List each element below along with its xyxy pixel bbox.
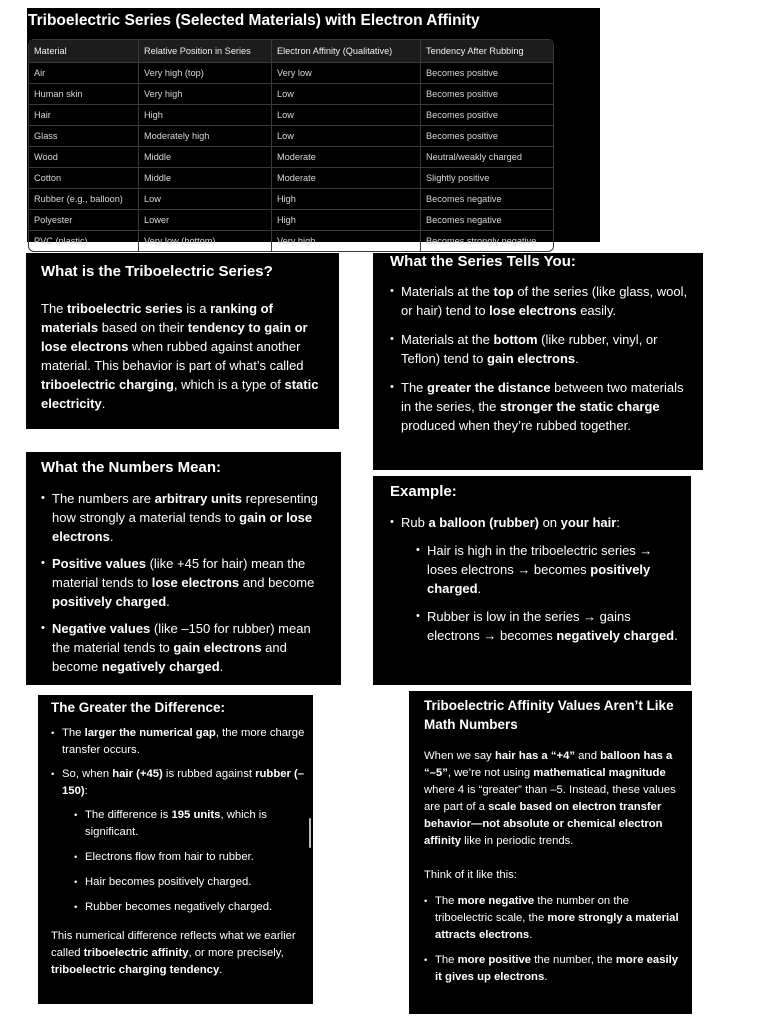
list-item	[41, 554, 331, 611]
table-cell: Becomes positive	[421, 104, 553, 125]
emphasis: triboelectric series	[67, 301, 183, 316]
text: .	[575, 351, 579, 366]
list-item	[424, 893, 682, 944]
text: The	[435, 895, 458, 907]
table-cell: Becomes negative	[421, 188, 553, 209]
table-cell: Hair	[29, 104, 139, 125]
series-tells-list	[390, 282, 691, 435]
list-item: • Hair becomes positively charged.	[74, 874, 305, 891]
think-of-it-text: Think of it like this:	[424, 869, 517, 881]
table-cell: Glass	[29, 125, 139, 146]
greater-difference-closing	[51, 928, 305, 979]
affinity-values-heading: Triboelectric Affinity Values Aren’t Like Math Numbers	[424, 698, 674, 732]
list-item: • Rubber becomes negatively charged.	[74, 899, 305, 916]
text: is rubbed against	[162, 768, 256, 780]
table-cell: Slightly positive	[421, 167, 553, 188]
emphasis: more positive	[457, 954, 532, 966]
numbers-mean-panel	[26, 452, 341, 685]
table-cell: High	[139, 104, 272, 125]
greater-difference-heading: The Greater the Difference:	[51, 700, 226, 715]
table-row	[29, 167, 553, 188]
table-title: Triboelectric Series (Selected Materials) with Electron Affinity	[28, 12, 480, 29]
text: The	[41, 301, 68, 316]
text: representing how strongly a material tends to	[52, 491, 318, 525]
text: Rub	[401, 515, 429, 530]
text: The difference is	[85, 809, 172, 821]
numbers-mean-list	[41, 489, 331, 676]
text: When we say	[424, 750, 495, 762]
table-cell: Low	[139, 188, 272, 209]
emphasis: triboelectric charging tendency	[51, 964, 220, 976]
text: Materials at the	[401, 332, 494, 347]
table-cell: Cotton	[29, 167, 139, 188]
emphasis: lose electrons	[151, 575, 240, 590]
emphasis: bottom	[493, 332, 538, 347]
triboelectric-table-panel	[27, 8, 600, 246]
text: and become	[239, 575, 315, 590]
list-item	[41, 619, 331, 676]
table-cell: Becomes positive	[421, 125, 553, 146]
table-cell: Becomes strongly negative	[421, 230, 553, 251]
emphasis: triboelectric charging	[41, 377, 174, 392]
text: Hair is high in the triboelectric series → loses electrons → becomes	[427, 543, 653, 577]
text: This numerical difference reflects what we earlier called	[51, 930, 296, 959]
table-cell: Lower	[139, 209, 272, 230]
table-cell: High	[272, 188, 421, 209]
emphasis: larger the numerical gap	[84, 727, 216, 739]
text: , which is significant.	[85, 809, 267, 838]
table-row	[29, 125, 553, 146]
triboelectric-table	[28, 39, 554, 252]
emphasis: mathematical magnitude	[533, 767, 666, 779]
table-row	[29, 230, 553, 251]
emphasis: Negative values	[52, 621, 151, 636]
table-cell: Low	[272, 83, 421, 104]
table-cell: High	[272, 209, 421, 230]
list-item	[416, 607, 681, 645]
list-item	[390, 282, 691, 320]
text: , or more precisely,	[188, 947, 284, 959]
emphasis: Positive values	[52, 556, 146, 571]
table-cell: Low	[272, 104, 421, 125]
what-is-panel	[26, 253, 339, 429]
text: when rubbed against another material. This behavior is part of what’s called	[41, 339, 304, 373]
emphasis: negatively charged	[556, 628, 675, 643]
text: where 4 is “greater” than –5. Instead, these values are part of a	[424, 784, 676, 813]
text: .	[544, 971, 548, 983]
table-header-row	[29, 40, 553, 62]
table-row	[29, 146, 553, 167]
list-item	[390, 378, 691, 435]
text: The	[401, 380, 428, 395]
text: on	[538, 515, 561, 530]
emphasis: more strongly a material attracts electrons	[435, 912, 679, 941]
text: easily.	[576, 303, 617, 318]
emphasis: triboelectric affinity	[83, 947, 189, 959]
text: Materials at the	[401, 284, 494, 299]
text: .	[529, 929, 533, 941]
text: .	[219, 964, 223, 976]
emphasis: stronger the static charge	[500, 399, 660, 414]
text: based on their	[98, 320, 188, 335]
list-item	[51, 766, 305, 916]
emphasis: your hair	[560, 515, 617, 530]
example-sublist	[401, 541, 681, 645]
emphasis: gain electrons	[487, 351, 576, 366]
list-item	[41, 489, 331, 546]
table-cell: Very low	[272, 62, 421, 83]
list-item: • Electrons flow from hair to rubber.	[74, 849, 305, 866]
text: .	[166, 594, 170, 609]
example-list	[390, 513, 681, 645]
text: :	[616, 515, 620, 530]
table-cell: PVC (plastic)	[29, 230, 139, 251]
text: the number on the triboelectric scale, the	[435, 895, 630, 924]
table-cell: Rubber (e.g., balloon)	[29, 188, 139, 209]
table-cell: Neutral/weakly charged	[421, 146, 553, 167]
list-item	[51, 725, 305, 759]
table-cell: Air	[29, 62, 139, 83]
text: .	[101, 396, 106, 411]
emphasis: lose electrons	[489, 303, 577, 318]
table-row	[29, 62, 553, 83]
table-cell: Very high (top)	[139, 62, 272, 83]
table-cell: Wood	[29, 146, 139, 167]
text: (like +45 for hair) mean the material tends to	[52, 556, 306, 590]
greater-difference-list	[51, 725, 305, 916]
text: like in periodic trends.	[461, 835, 574, 847]
table-cell: Moderately high	[139, 125, 272, 146]
table-row	[29, 209, 553, 230]
list-item	[424, 952, 682, 986]
emphasis: rubber (–150)	[62, 768, 305, 797]
table-cell: Middle	[139, 167, 272, 188]
text: The numbers are	[52, 491, 155, 506]
example-heading: Example:	[390, 483, 457, 500]
table-cell: Very high	[272, 230, 421, 251]
table-cell: Becomes positive	[421, 62, 553, 83]
emphasis: positively charged	[52, 594, 167, 609]
list-item	[74, 807, 305, 841]
text: .	[219, 659, 224, 674]
table-cell: Middle	[139, 146, 272, 167]
table-cell: Very high	[139, 83, 272, 104]
column-header: Material	[29, 40, 139, 62]
emphasis: static electricity	[41, 377, 319, 411]
emphasis: greater the distance	[427, 380, 551, 395]
text: of the series (like glass, wool, or hair) tend to	[401, 284, 688, 318]
table-cell: Very low (bottom)	[139, 230, 272, 251]
greater-difference-sublist	[62, 807, 305, 916]
text: The	[62, 727, 85, 739]
table-row	[29, 104, 553, 125]
emphasis: negatively charged	[101, 659, 220, 674]
text: Rubber is low in the series → gains electrons → becomes	[427, 609, 631, 643]
emphasis: hair has a “+4”	[494, 750, 576, 762]
text: So, when	[62, 768, 113, 780]
table-cell: Human skin	[29, 83, 139, 104]
table-cell: Polyester	[29, 209, 139, 230]
text: the number, the	[531, 954, 616, 966]
emphasis: ranking of materials	[41, 301, 273, 335]
text: produced when they’re rubbed together.	[401, 418, 631, 433]
text: .	[674, 628, 678, 643]
text: between two materials in the series, the	[401, 380, 684, 414]
greater-difference-panel	[38, 695, 313, 1004]
table-cell: Becomes negative	[421, 209, 553, 230]
scrollbar[interactable]	[309, 818, 311, 848]
table-cell: Moderate	[272, 146, 421, 167]
what-is-heading: What is the Triboelectric Series?	[41, 263, 273, 280]
emphasis: positively charged	[427, 562, 651, 596]
text: , the more charge transfer occurs.	[62, 727, 305, 756]
column-header: Relative Position in Series	[139, 40, 272, 62]
series-tells-heading: What the Series Tells You:	[390, 253, 576, 270]
affinity-values-panel	[409, 691, 692, 1014]
table-row	[29, 83, 553, 104]
table-cell: Moderate	[272, 167, 421, 188]
text: :	[84, 785, 88, 797]
table-cell: Becomes positive	[421, 83, 553, 104]
text: .	[477, 581, 482, 596]
emphasis: gain electrons	[173, 640, 262, 655]
text: (like –150 for rubber) mean the material tends to	[52, 621, 311, 655]
series-tells-panel	[373, 253, 703, 470]
emphasis: arbitrary units	[154, 491, 243, 506]
emphasis: tendency to gain or lose electrons	[41, 320, 308, 354]
column-header: Electron Affinity (Qualitative)	[272, 40, 421, 62]
text: , we’re not using	[447, 767, 534, 779]
emphasis: more easily it gives up electrons	[435, 954, 679, 983]
emphasis: 195 units	[171, 809, 221, 821]
emphasis: balloon has a “–5”	[424, 750, 673, 779]
list-item	[416, 541, 681, 598]
emphasis: scale based on electron transfer behavior—not absolute or chemical electron affinity	[424, 801, 663, 847]
text: is a	[182, 301, 211, 316]
text: , which is a type of	[173, 377, 285, 392]
example-panel	[373, 476, 691, 685]
affinity-values-paragraph	[424, 748, 682, 850]
text: and	[575, 750, 601, 762]
text: and become	[52, 640, 287, 674]
text: .	[109, 529, 114, 544]
list-item	[390, 330, 691, 368]
table-row	[29, 188, 553, 209]
numbers-mean-heading: What the Numbers Mean:	[41, 459, 222, 476]
text: (like rubber, vinyl, or Teflon) tend to	[401, 332, 658, 366]
emphasis: more negative	[457, 895, 535, 907]
emphasis: a balloon (rubber)	[428, 515, 539, 530]
emphasis: hair (+45)	[112, 768, 163, 780]
affinity-values-list	[424, 893, 682, 986]
emphasis: top	[493, 284, 514, 299]
list-item	[390, 513, 681, 645]
emphasis: gain or lose electrons	[52, 510, 313, 544]
text: The	[435, 954, 458, 966]
column-header: Tendency After Rubbing	[421, 40, 553, 62]
what-is-paragraph	[41, 299, 327, 413]
table-cell: Low	[272, 125, 421, 146]
